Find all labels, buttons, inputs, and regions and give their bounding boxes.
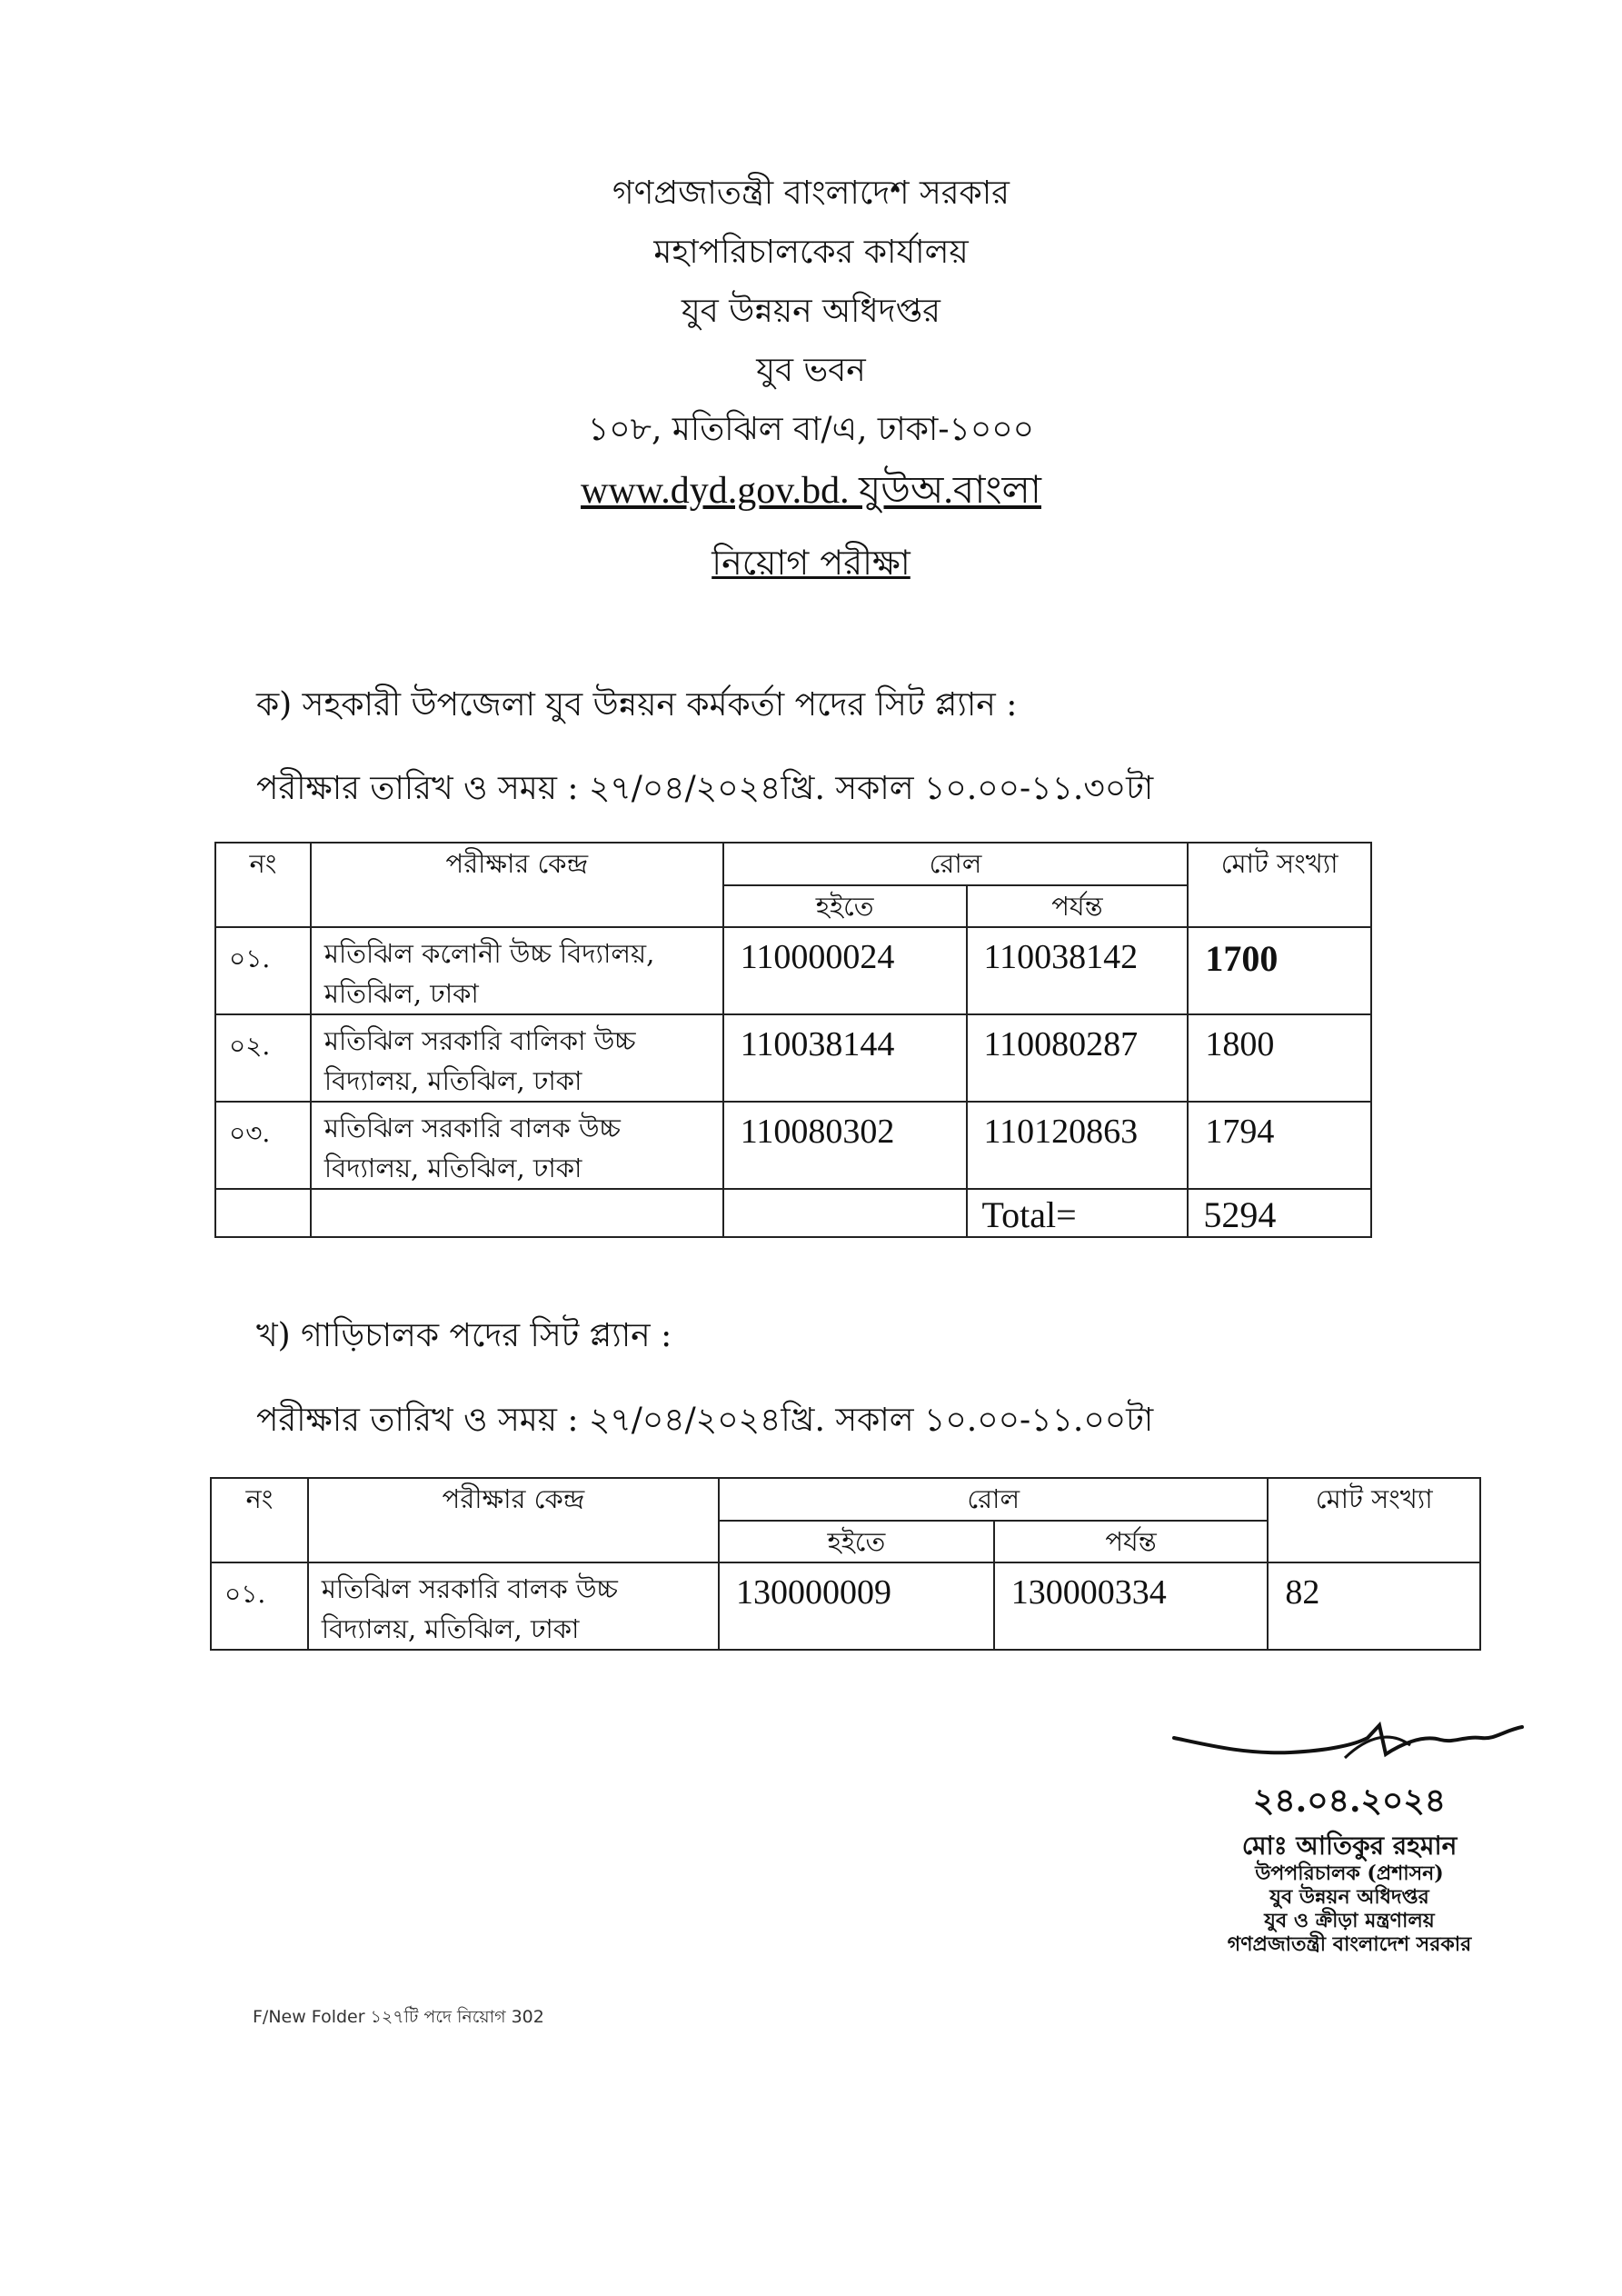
total-row [215,1189,1371,1237]
building-name: যুব ভবন [756,352,866,389]
table-row [215,927,1371,1014]
row-no: ০৩. [215,1102,311,1189]
row-center: মতিঝিল সরকারি বালক উচ্চ বিদ্যালয়, মতিঝিল, ঢাকা [308,1562,719,1650]
row-no: ০১. [211,1562,308,1650]
row-roll-from: 130000009 [719,1562,994,1650]
letterhead [0,164,1622,523]
row-roll-from: 110038144 [723,1014,967,1102]
department-name: যুব উন্নয়ন অধিদপ্তর [682,293,940,330]
table-row [215,1102,1371,1189]
table-row [215,1014,1371,1102]
signatory-designation: উপপরিচালক (প্রশাসন) [1255,1862,1444,1885]
row-no: ০১. [215,927,311,1014]
col-header-roll: রোল [723,843,1189,885]
seat-plan-table-a [214,842,1372,1238]
col-header-roll: রোল [719,1478,1268,1521]
col-header-no: নং [211,1478,308,1562]
signatory-government: গণপ্রজাতন্ত্রী বাংলাদেশ সরকার [1227,1932,1472,1956]
row-total: 82 [1268,1562,1480,1650]
file-path-footer: F/New Folder ১২৭টি পদে নিয়োগ 302 [253,2007,544,2027]
govt-name: গণপ্রজাতন্ত্রী বাংলাদেশ সরকার [612,175,1010,212]
section-a-heading: ক) সহকারী উপজেলা যুব উন্নয়ন কর্মকর্তা পদের সিট প্ল্যান : [256,686,1018,724]
section-b-heading: খ) গাড়িচালক পদের সিট প্ল্যান : [256,1317,672,1354]
table-row [211,1562,1480,1650]
col-header-center: পরীক্ষার কেন্দ্র [311,843,723,927]
section-a-datetime: পরীক্ষার তারিখ ও সময় : ২৭/০৪/২০২৪খ্রি. সকাল ১০.০০-১১.৩০টা [256,770,1154,807]
col-header-total: মোট সংখ্যা [1188,843,1371,927]
row-center: মতিঝিল কলোনী উচ্চ বিদ্যালয়, মতিঝিল, ঢাকা [311,927,723,1014]
address: ১০৮, মতিঝিল বা/এ, ঢাকা-১০০০ [587,411,1035,448]
seat-plan-table-b [210,1477,1481,1651]
row-no: ০২. [215,1014,311,1102]
signatory-office: যুব উন্নয়ন অধিদপ্তর [1269,1885,1429,1909]
page-title: নিয়োগ পরীক্ষা [711,543,911,583]
signatory-name: মোঃ আতিকুর রহমান [1241,1831,1458,1861]
row-center: মতিঝিল সরকারি বালিকা উচ্চ বিদ্যালয়, মতিঝিল, ঢাকা [311,1014,723,1102]
signature-block [1172,1718,1527,1956]
signature-date: ২৪.০৪.২০২৪ [1252,1782,1447,1820]
signature-scribble [1172,1718,1527,1772]
row-roll-to: 110080287 [967,1014,1189,1102]
section-b-datetime: পরীক্ষার তারিখ ও সময় : ২৭/০৪/২০২৪খ্রি. সকাল ১০.০০-১১.০০টা [256,1402,1154,1439]
col-header-center: পরীক্ষার কেন্দ্র [308,1478,719,1562]
signatory-ministry: যুব ও ক্রীড়া মন্ত্রণালয় [1264,1909,1435,1932]
total-value: 5294 [1188,1189,1371,1237]
row-roll-to: 110120863 [967,1102,1189,1189]
col-header-to: পর্যন্ত [967,885,1189,927]
row-center: মতিঝিল সরকারি বালক উচ্চ বিদ্যালয়, মতিঝিল, ঢাকা [311,1102,723,1189]
row-total: 1700 [1188,927,1371,1014]
row-roll-from: 110000024 [723,927,967,1014]
total-label: Total= [967,1189,1189,1237]
office-name: মহাপরিচালকের কার্যালয় [653,234,969,271]
col-header-to: পর্যন্ত [994,1521,1269,1562]
row-roll-from: 110080302 [723,1102,967,1189]
row-total: 1794 [1188,1102,1371,1189]
col-header-no: নং [215,843,311,927]
col-header-from: হইতে [719,1521,994,1562]
col-header-total: মোট সংখ্যা [1268,1478,1480,1562]
row-total: 1800 [1188,1014,1371,1102]
row-roll-to: 130000334 [994,1562,1269,1650]
row-roll-to: 110038142 [967,927,1189,1014]
col-header-from: হইতে [723,885,967,927]
website-url: www.dyd.gov.bd. যুউঅ.বাংলা [581,470,1041,512]
